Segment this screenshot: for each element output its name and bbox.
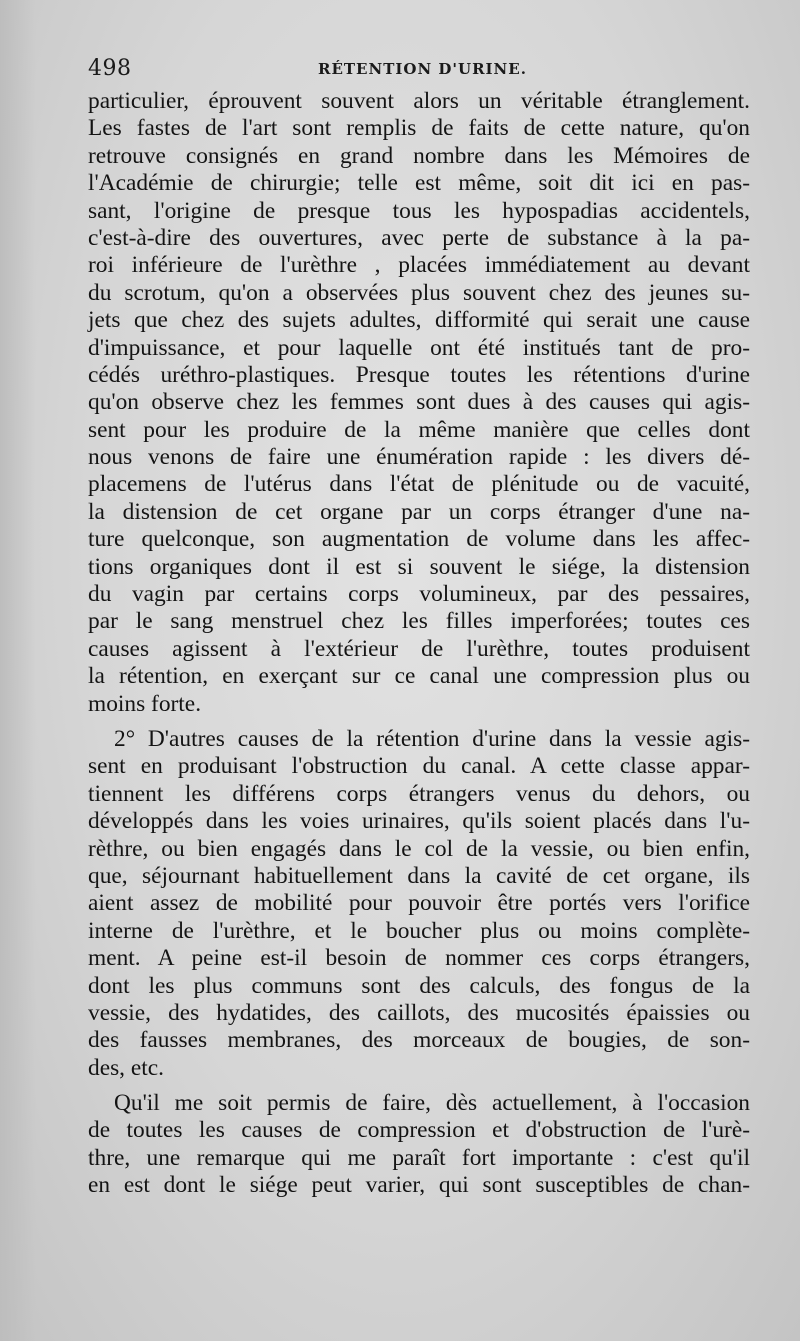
text-line: par le sang menstruel chez les filles imperforées; toutes ces bbox=[88, 608, 750, 635]
text-line: dont les plus communs sont des calculs, des fongus de la bbox=[88, 972, 750, 999]
paragraph-2 bbox=[88, 726, 750, 1082]
text-line: rèthre, ou bien engagés dans le col de la vessie, ou bien enfin, bbox=[88, 835, 750, 862]
text-line: causes agissent à l'extérieur de l'urèthre, toutes produisent bbox=[88, 635, 750, 662]
text-line: Les fastes de l'art sont remplis de faits de cette nature, qu'on bbox=[88, 115, 750, 142]
text-line: particulier, éprouvent souvent alors un véritable étranglement. bbox=[88, 88, 750, 114]
text-line: sent pour les produire de la même manière que celles dont bbox=[88, 416, 750, 443]
text-line: la distension de cet organe par un corps étranger d'une na- bbox=[88, 498, 750, 525]
text-line: vessie, des hydatides, des caillots, des mucosités épaissies ou bbox=[88, 999, 750, 1026]
running-title: RÉTENTION D'URINE. bbox=[318, 60, 527, 78]
text-line: du vagin par certains corps volumineux, par des pessaires, bbox=[88, 581, 750, 608]
text-line: en est dont le siége peut varier, qui sont susceptibles de chan- bbox=[88, 1172, 750, 1199]
text-line: qu'on observe chez les femmes sont dues à des causes qui agis- bbox=[88, 389, 750, 416]
text-line: cédés uréthro-plastiques. Presque toutes les rétentions d'urine bbox=[88, 361, 750, 388]
text-line: l'Académie de chirurgie; telle est même, soit dit ici en pas- bbox=[88, 170, 750, 197]
text-line: tions organiques dont il est si souvent le siége, la distension bbox=[88, 553, 750, 580]
text-line: des fausses membranes, des morceaux de bougies, de son- bbox=[88, 1027, 750, 1054]
paragraph-spacer bbox=[88, 718, 750, 726]
text-line: moins forte. bbox=[88, 690, 202, 717]
text-line: ture quelconque, son augmentation de volume dans les affec- bbox=[88, 526, 750, 553]
paragraph-1 bbox=[88, 88, 750, 718]
page-number: 498 bbox=[88, 56, 132, 81]
text-line: aient assez de mobilité pour pouvoir être portés vers l'orifice bbox=[88, 890, 750, 917]
text-line: que, séjournant habituellement dans la cavité de cet organe, ils bbox=[88, 862, 750, 889]
text-line: sant, l'origine de presque tous les hypospadias accidentels, bbox=[88, 197, 750, 224]
paragraph-spacer bbox=[88, 1082, 750, 1090]
paragraph-3 bbox=[88, 1090, 750, 1200]
text-line: thre, une remarque qui me paraît fort importante : c'est qu'il bbox=[88, 1144, 750, 1171]
text-line: roi inférieure de l'urèthre , placées immédiatement au devant bbox=[88, 252, 750, 279]
text-line: de toutes les causes de compression et d'obstruction de l'urè- bbox=[88, 1117, 750, 1144]
text-line: placemens de l'utérus dans l'état de plénitude ou de vacuité, bbox=[88, 471, 750, 498]
gutter-shadow bbox=[0, 0, 36, 1341]
text-line: sent en produisant l'obstruction du canal. A cette classe appar- bbox=[88, 753, 750, 780]
text-line: tiennent les différens corps étrangers venus du dehors, ou bbox=[88, 780, 750, 807]
page-header bbox=[88, 56, 748, 86]
text-line: 2° D'autres causes de la rétention d'urine dans la vessie agis- bbox=[114, 725, 750, 752]
text-line: du scrotum, qu'on a observées plus souvent chez des jeunes su- bbox=[88, 279, 750, 306]
body-text bbox=[88, 88, 750, 1200]
text-line: des, etc. bbox=[88, 1054, 164, 1081]
text-line: ment. A peine est-il besoin de nommer ces corps étrangers, bbox=[88, 945, 750, 972]
text-line: retrouve consignés en grand nombre dans les Mémoires de bbox=[88, 142, 750, 169]
text-line: la rétention, en exerçant sur ce canal une compression plus ou bbox=[88, 663, 750, 690]
text-line: interne de l'urèthre, et le boucher plus ou moins complète- bbox=[88, 917, 750, 944]
text-line: nous venons de faire une énumération rapide : les divers dé- bbox=[88, 444, 750, 471]
text-line: Qu'il me soit permis de faire, dès actuellement, à l'occasion bbox=[114, 1090, 750, 1117]
text-line: développés dans les voies urinaires, qu'ils soient placés dans l'u- bbox=[88, 808, 750, 835]
text-line: jets que chez des sujets adultes, difformité qui serait une cause bbox=[88, 307, 750, 334]
text-line: d'impuissance, et pour laquelle ont été institués tant de pro- bbox=[88, 334, 750, 361]
text-line: c'est-à-dire des ouvertures, avec perte de substance à la pa- bbox=[88, 224, 750, 251]
